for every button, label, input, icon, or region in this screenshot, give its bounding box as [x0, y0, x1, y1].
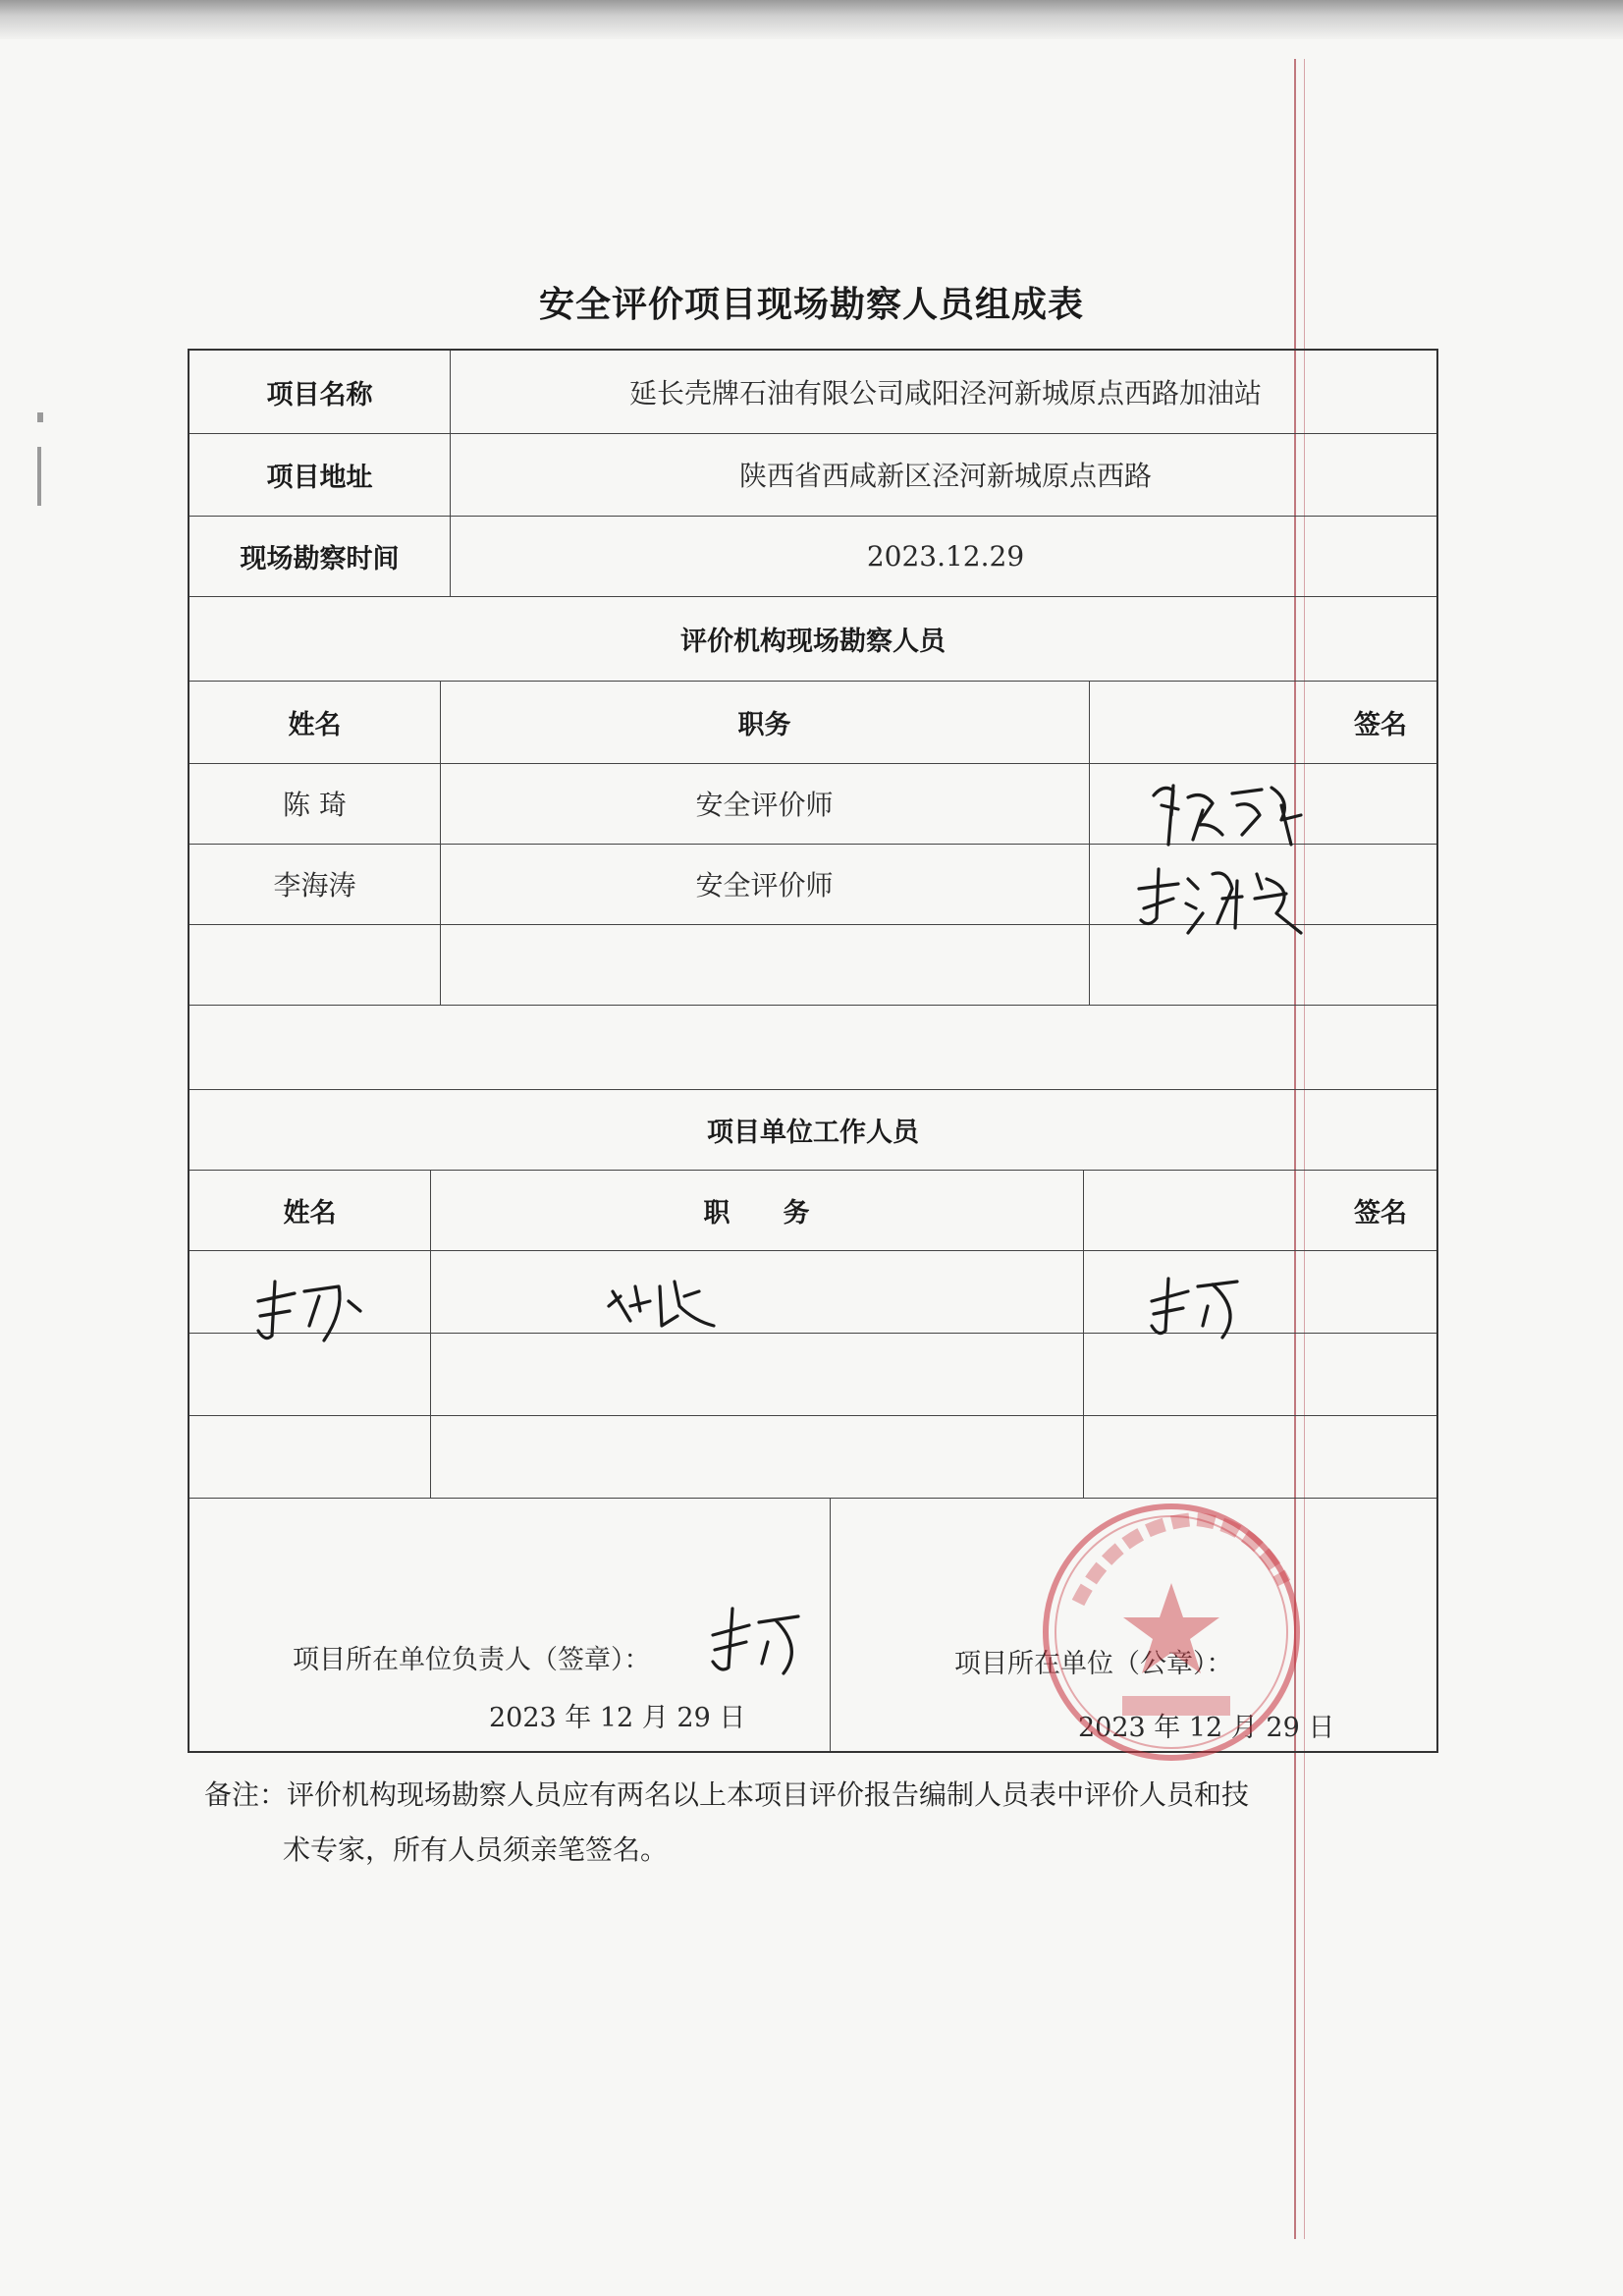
- eval-row-1-name: 陈 琦: [283, 789, 347, 821]
- signature-li-haitao: [1129, 859, 1311, 948]
- project-name-value: 延长壳牌石油有限公司咸阳泾河新城原点西路加油站: [628, 377, 1262, 410]
- unit-col-sign: 签名: [1354, 1197, 1407, 1229]
- project-address-value: 陕西省西咸新区泾河新城原点西路: [738, 460, 1152, 492]
- eval-col-name: 姓名: [288, 709, 342, 740]
- scan-speck: [37, 447, 41, 506]
- eval-col-sign: 签名: [1354, 709, 1407, 740]
- survey-time-label: 现场勘察时间: [240, 543, 400, 574]
- company-seal-stamp: [1000, 1485, 1333, 1779]
- responsible-date: 2023 年 12 月 29 日: [489, 1703, 746, 1733]
- signature-chen-qi: [1144, 776, 1321, 854]
- signature-unit-staff: [250, 1272, 368, 1350]
- responsible-person-label: 项目所在单位负责人（签章）：: [293, 1645, 651, 1675]
- unit-col-duty: 职 务: [703, 1197, 810, 1229]
- note-line-1: 备注：评价机构现场勘察人员应有两名以上本项目评价报告编制人员表中评价人员和技: [204, 1778, 1250, 1811]
- eval-section-heading: 评价机构现场勘察人员: [680, 626, 946, 657]
- signature-unit-sign: [1144, 1267, 1262, 1345]
- eval-col-duty: 职务: [737, 709, 791, 740]
- eval-row-1-duty: 安全评价师: [695, 789, 834, 821]
- project-name-label: 项目名称: [266, 379, 373, 410]
- signature-responsible: [705, 1601, 813, 1679]
- project-address-label: 项目地址: [266, 462, 373, 493]
- scan-speck: [37, 412, 43, 422]
- eval-row-2-name: 李海涛: [273, 869, 356, 902]
- unit-col-name: 姓名: [283, 1197, 337, 1229]
- unit-seal-date: 2023 年 12 月 29 日: [1078, 1713, 1335, 1743]
- note-line-2: 术专家，所有人员须亲笔签名。: [283, 1833, 669, 1866]
- unit-section-heading: 项目单位工作人员: [707, 1117, 919, 1148]
- unit-seal-label: 项目所在单位（公章）：: [954, 1649, 1233, 1679]
- page-title: 安全评价项目现场勘察人员组成表: [538, 285, 1084, 325]
- eval-row-2-duty: 安全评价师: [695, 869, 834, 902]
- signature-unit-duty: [601, 1267, 729, 1336]
- survey-time-value: 2023.12.29: [866, 539, 1025, 573]
- scan-shadow: [0, 0, 1623, 39]
